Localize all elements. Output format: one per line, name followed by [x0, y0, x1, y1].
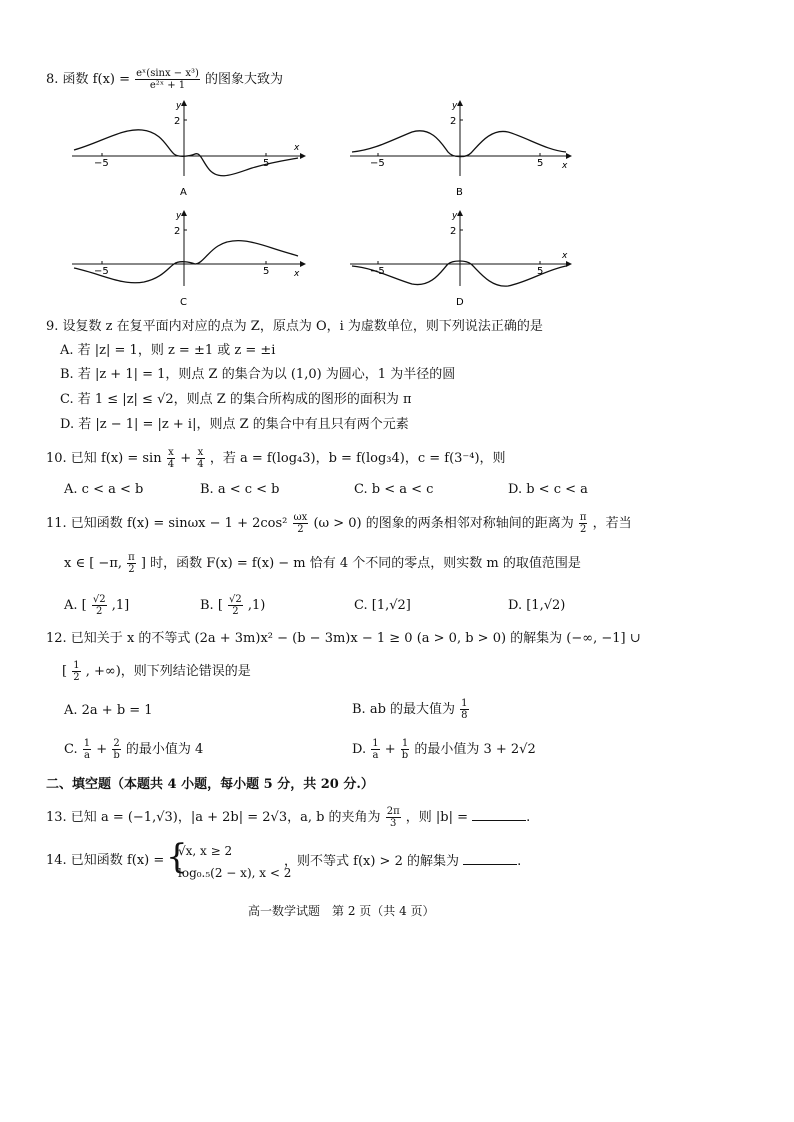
graph-b-y-arrow — [457, 100, 463, 106]
q11-mid: (ω > 0) 的图象的两条相邻对称轴间的距离为 — [313, 516, 574, 531]
graph-d-yname: y — [452, 211, 458, 221]
graph-b-label: B — [456, 187, 463, 198]
graph-c-xmin: −5 — [94, 266, 109, 277]
q10-frac-2-den: 4 — [197, 459, 204, 470]
q10-option-a: A. c < a < b — [64, 482, 144, 497]
q10-option-b: B. a < c < b — [200, 482, 280, 497]
q12-c-pre: C. — [64, 742, 78, 757]
q14-pre: 14. 已知函数 f(x) = — [46, 853, 165, 868]
q12-d-frac-1 — [371, 738, 379, 761]
q13-answer-blank[interactable] — [472, 808, 526, 821]
q12-c-frac-2-den: b — [113, 750, 120, 761]
q14-brace: { — [166, 837, 188, 877]
graph-a-xname: x — [294, 143, 300, 153]
q12-c-frac-2-num: 2 — [113, 738, 120, 749]
q12-frac-1-den: 2 — [73, 672, 80, 683]
graph-b-xname: x — [562, 161, 568, 171]
graph-b-x-arrow — [566, 153, 572, 159]
graph-d-xmax: 5 — [537, 266, 544, 277]
q8-fraction — [135, 68, 200, 91]
graph-c-xmax: 5 — [263, 266, 270, 277]
q9-option-a: A. 若 |z| = 1，则 z = ±1 或 z = ±i — [60, 343, 276, 358]
q8-denominator: e²ˣ + 1 — [149, 80, 186, 91]
q10-option-d: D. b < c < a — [508, 482, 588, 497]
q12-c-frac-2 — [112, 738, 120, 761]
q11-post: ，若当 — [592, 516, 632, 531]
q12-option-a: A. 2a + b = 1 — [64, 703, 153, 718]
q8-post: 的图象大致为 — [205, 72, 284, 87]
graph-b — [340, 98, 590, 198]
q12-d-mid: + — [384, 742, 396, 757]
q14-end: . — [517, 854, 522, 869]
q10-frac-1-num: x — [168, 447, 174, 458]
graph-c-x-arrow — [300, 261, 306, 267]
q13-post: ，则 |b| = — [405, 810, 469, 825]
q10-frac-1-den: 4 — [167, 459, 175, 470]
q9-stem: 9. 设复数 z 在复平面内对应的点为 Z，原点为 O，i 为虚数单位，则下列说法正确的是 — [46, 319, 543, 334]
q12-d-frac-2-den: b — [401, 750, 409, 761]
q14-case-2: log₀.₅(2 − x), x < 2 — [178, 866, 292, 880]
graph-d-xmin: −5 — [370, 266, 385, 277]
q12-d-frac-1-den: a — [372, 750, 379, 761]
q10-frac-2 — [196, 447, 204, 470]
q14-answer-blank[interactable] — [463, 852, 517, 865]
q9-option-b: B. 若 |z + 1| = 1，则点 Z 的集合为以 (1,0) 为圆心，1 为半径的圆 — [60, 367, 456, 382]
q10-post: ，若 a = f(log₄3)，b = f(log₃4)，c = f(3⁻⁴)，则 — [209, 451, 506, 466]
q10-mid: + — [180, 451, 192, 466]
q10-frac-2-num: x — [197, 447, 204, 458]
q12-c-frac-1-num: 1 — [83, 738, 91, 749]
q12-b-frac — [460, 698, 468, 721]
graph-c-label: C — [180, 297, 187, 308]
q13-pre: 13. 已知 a = (−1,√3)，|a + 2b| = 2√3，a, b 的夹角为 — [46, 810, 381, 825]
q11-frac-2-num: π — [579, 512, 587, 523]
q12-frac-1-num: 1 — [73, 660, 80, 671]
q9-option-d: D. 若 |z − 1| = |z + i|，则点 Z 的集合中有且只有两个元素 — [60, 417, 409, 432]
page-footer: 高一数学试题 第 2 页（共 4 页） — [248, 904, 435, 918]
q12-b-frac-den: 8 — [461, 710, 468, 721]
q12-d-pre: D. — [352, 742, 367, 757]
q12-b-pre: B. ab 的最大值为 — [352, 702, 456, 717]
q8-stem — [46, 68, 283, 91]
q11-a-post: ,1] — [111, 598, 130, 613]
q11-b-post: ,1) — [247, 598, 266, 613]
graph-d-x-arrow — [566, 261, 572, 267]
q10-frac-1 — [167, 447, 175, 470]
q11-stem-line1 — [46, 512, 632, 535]
q12-c-frac-1 — [83, 738, 91, 761]
q11-frac-2-den: 2 — [580, 524, 587, 535]
graph-d-y-arrow — [457, 210, 463, 216]
q8-pre: 函数 f(x) = — [62, 72, 130, 87]
q11-line2-pre: x ∈ [ −π, — [64, 556, 122, 571]
q12-c-post: 的最小值为 4 — [125, 742, 204, 757]
q12-line2-post: , +∞)，则下列结论错误的是 — [85, 664, 251, 679]
q14-post-line — [284, 852, 521, 871]
q8-number: 8. — [46, 72, 59, 87]
q12-option-d — [352, 738, 536, 761]
q9-option-c: C. 若 1 ≤ |z| ≤ √2，则点 Z 的集合所构成的图形的面积为 π — [60, 392, 412, 407]
q12-line2-pre: [ — [62, 664, 68, 679]
q11-frac-3-num: π — [128, 552, 135, 563]
q14-post: ，则不等式 f(x) > 2 的解集为 — [284, 854, 459, 869]
q12-d-frac-2-num: 1 — [401, 738, 409, 749]
graph-d-xname: x — [562, 251, 568, 261]
graph-a-x-arrow — [300, 153, 306, 159]
q11-b-frac — [228, 594, 243, 617]
graph-d-ymark: 2 — [450, 226, 457, 237]
q11-option-d: D. [1,√2) — [508, 598, 566, 613]
graph-b-ymark: 2 — [450, 116, 457, 127]
q10-pre: 10. 已知 f(x) = sin — [46, 451, 162, 466]
q11-frac-1 — [293, 512, 309, 535]
q10-stem — [46, 447, 506, 470]
q11-frac-2 — [579, 512, 588, 535]
q11-b-frac-num: √2 — [229, 594, 242, 605]
graph-c-ymark: 2 — [174, 226, 181, 237]
q10-option-c: C. b < a < c — [354, 482, 434, 497]
graph-a-xmin: −5 — [94, 158, 109, 169]
q12-d-post: 的最小值为 3 + 2√2 — [414, 742, 536, 757]
graph-a-y-arrow — [181, 100, 187, 106]
graph-b-xmax: 5 — [537, 158, 544, 169]
q11-b-pre: B. [ — [200, 598, 223, 613]
q11-option-c: C. [1,√2] — [354, 598, 411, 613]
graph-c-y-arrow — [181, 210, 187, 216]
graph-b-curve — [352, 131, 566, 157]
q11-pre: 11. 已知函数 f(x) = sinωx − 1 + 2cos² — [46, 516, 288, 531]
q12-frac-1 — [72, 660, 80, 683]
graph-a — [62, 98, 312, 198]
graph-c-yname: y — [176, 211, 182, 221]
q11-a-frac — [92, 594, 107, 617]
q12-d-frac-2 — [401, 738, 409, 761]
graph-a-xmax: 5 — [263, 158, 270, 169]
q11-a-pre: A. [ — [64, 598, 87, 613]
q11-frac-1-num: ωx — [293, 512, 308, 523]
q12-d-frac-1-num: 1 — [372, 738, 379, 749]
graph-d — [340, 208, 590, 308]
q13-frac — [386, 806, 401, 829]
q12-option-b — [352, 698, 470, 721]
q13-end: . — [526, 810, 531, 825]
q12-option-c — [64, 738, 203, 761]
q11-a-frac-den: 2 — [96, 606, 103, 617]
q12-b-frac-num: 1 — [461, 698, 468, 709]
graph-b-yname: y — [452, 101, 458, 111]
q11-line2-post: ] 时，函数 F(x) = f(x) − m 恰有 4 个不同的零点，则实数 m 的取值范围是 — [140, 556, 581, 571]
q12-c-mid: + — [96, 742, 108, 757]
q11-option-b — [200, 594, 265, 617]
section-2-heading: 二、填空题（本题共 4 小题，每小题 5 分，共 20 分.） — [46, 777, 374, 792]
q11-frac-3 — [127, 552, 136, 575]
q13-stem — [46, 806, 530, 829]
q13-frac-den: 3 — [389, 818, 397, 829]
q8-numerator: eˣ(sinx − x³) — [136, 68, 199, 79]
q12-stem-line2 — [62, 660, 251, 683]
q11-option-a — [64, 594, 129, 617]
q11-frac-3-den: 2 — [128, 564, 135, 575]
graph-a-label: A — [180, 187, 187, 198]
graph-c — [62, 208, 312, 308]
graph-a-yname: y — [176, 101, 182, 111]
q13-frac-num: 2π — [386, 806, 400, 817]
q11-frac-1-den: 2 — [297, 524, 304, 535]
graph-c-xname: x — [294, 269, 300, 279]
q11-a-frac-num: √2 — [92, 594, 106, 605]
q14-case-1: √x, x ≥ 2 — [178, 844, 233, 858]
graph-b-xmin: −5 — [370, 158, 385, 169]
q11-b-frac-den: 2 — [232, 606, 239, 617]
q11-stem-line2 — [64, 552, 581, 575]
graph-d-label: D — [456, 297, 464, 308]
q12-stem-line1: 12. 已知关于 x 的不等式 (2a + 3m)x² − (b − 3m)x − 1 ≥ 0 (a > 0, b > 0) 的解集为 (−∞, −1] ∪ — [46, 631, 641, 646]
q12-c-frac-1-den: a — [83, 750, 90, 761]
graph-a-ymark: 2 — [174, 116, 181, 127]
